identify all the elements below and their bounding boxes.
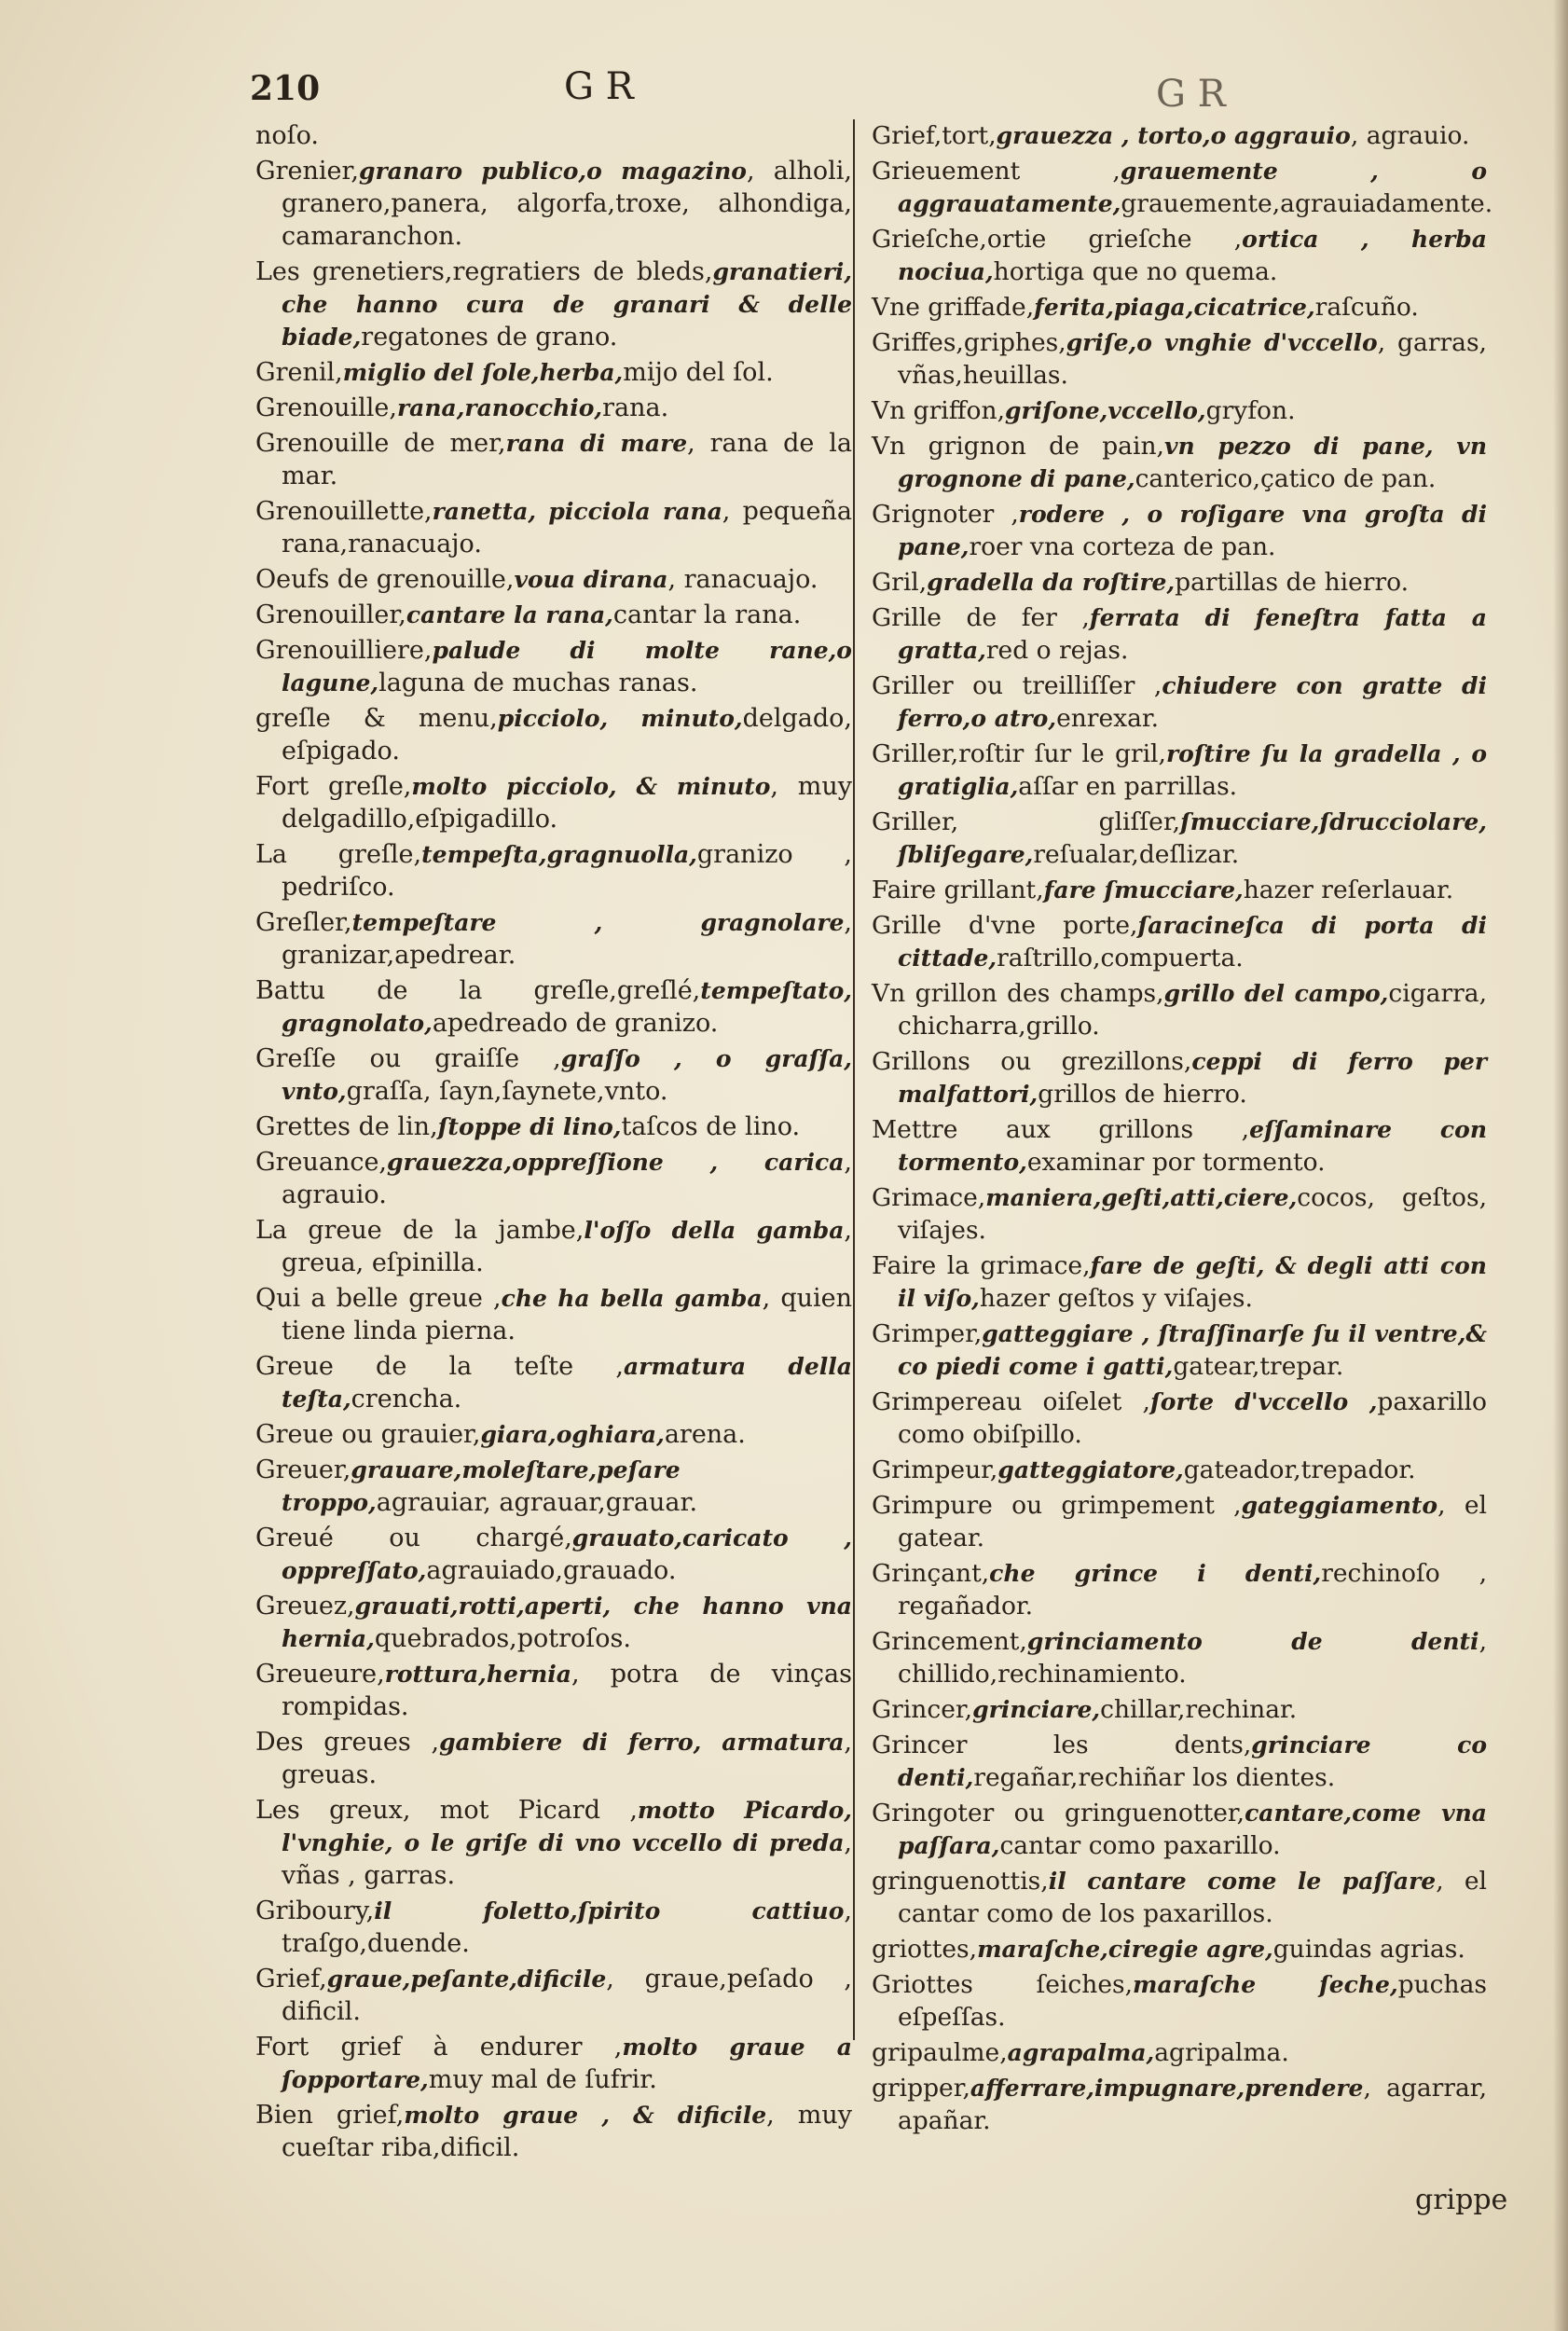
right-entry	[872, 223, 1487, 288]
right-entry	[872, 326, 1487, 392]
french-headword: Vn grillon des champs,	[872, 979, 1164, 1008]
spanish-gloss: , garras, vñas,heuillas.	[898, 328, 1487, 390]
left-entry	[255, 906, 852, 972]
italian-gloss: gatteggiare , ſtraſſinarſe ſu il ventre,& co piedi come i gatti,	[898, 1320, 1487, 1380]
spanish-gloss: crencha.	[351, 1385, 462, 1414]
french-headword: Grieuement ,	[872, 157, 1121, 186]
left-entry	[255, 2031, 852, 2096]
italian-gloss: ceppi di ferro per malfattori,	[898, 1048, 1488, 1108]
italian-gloss: molto graue , & dificile	[404, 2102, 767, 2129]
italian-gloss: ferita,piaga,cicatrice,	[1034, 294, 1315, 321]
french-headword: Faire la grimace,	[872, 1251, 1091, 1280]
french-headword: Griffes,griphes,	[872, 328, 1066, 357]
spanish-gloss: , el cantar como de los paxarillos.	[898, 1867, 1487, 1928]
french-headword: Greueure,	[255, 1660, 385, 1689]
french-headword: Grenil,	[255, 358, 343, 387]
italian-gloss: ranetta, picciola rana	[432, 498, 722, 525]
italian-gloss: grauato,caricato , oppreſſato,	[282, 1524, 852, 1584]
italian-gloss: grauemente , o aggrauatamente,	[898, 158, 1487, 217]
italian-gloss: granatieri, che hanno cura de granari & delle biade,	[282, 258, 852, 351]
right-entry	[872, 1045, 1487, 1110]
spanish-gloss: , muy cueſtar riba,dificil.	[282, 2101, 852, 2162]
french-headword: Grenouille,	[255, 393, 397, 422]
french-headword: Gringoter ou gringuenotter,	[872, 1799, 1245, 1828]
spanish-gloss: chillar,rechinar.	[1100, 1695, 1298, 1724]
french-headword: Grimpure ou grimpement ,	[872, 1491, 1242, 1520]
spanish-gloss: reſualar,deſlizar.	[1033, 840, 1240, 869]
left-entry	[255, 1454, 852, 1519]
column-divider	[853, 119, 855, 2040]
french-headword: Grenouilliere,	[255, 636, 433, 665]
italian-gloss: griſone,vccello,	[1005, 397, 1206, 424]
running-head-left: G R	[564, 65, 634, 108]
french-headword: Les greux, mot Picard ,	[255, 1796, 638, 1825]
italian-gloss: cantare la rana,	[406, 601, 613, 628]
french-headword: Vn grignon de pain,	[872, 432, 1164, 461]
left-column	[255, 119, 852, 2167]
italian-gloss: chiudere con gratte di ferro,o atro,	[898, 672, 1487, 732]
french-headword: Bien grief,	[255, 2101, 405, 2130]
right-entry	[872, 909, 1487, 974]
french-headword: Grincer,	[872, 1695, 973, 1724]
right-entry	[872, 566, 1487, 599]
left-entry	[255, 1146, 852, 1211]
left-entry	[255, 1522, 852, 1587]
spanish-gloss: laguna de muchas ranas.	[378, 669, 698, 697]
right-entry	[872, 2036, 1487, 2069]
spanish-gloss: raſcuño.	[1314, 293, 1419, 322]
page-header	[0, 65, 1568, 121]
spanish-gloss: paxarillo como obiſpillo.	[898, 1387, 1487, 1449]
right-entry	[872, 1386, 1487, 1451]
italian-gloss: ſmucciare,ſdrucciolare, ſbliſegare,	[898, 808, 1487, 868]
spanish-gloss: , pequeña rana,ranacuajo.	[282, 497, 852, 559]
french-headword: Battu de la greſle,greſlé,	[255, 976, 701, 1005]
right-entry	[872, 738, 1487, 803]
right-entry	[872, 155, 1493, 220]
italian-gloss: che grince i denti,	[989, 1560, 1322, 1587]
right-entry	[872, 1693, 1487, 1726]
right-entry	[872, 1797, 1487, 1862]
french-headword: Grillons ou grezillons,	[872, 1047, 1192, 1076]
italian-gloss: ſtoppe di lino,	[437, 1113, 622, 1140]
french-headword: Greſler,	[255, 908, 352, 937]
italian-gloss: rottura,hernia	[384, 1661, 572, 1688]
right-entry	[872, 1317, 1487, 1383]
italian-gloss: granaro publico,o magazino	[358, 158, 747, 185]
french-headword: Griboury,	[255, 1897, 375, 1925]
right-entry	[872, 1557, 1487, 1622]
french-headword: Grimpereau oiſelet ,	[872, 1387, 1150, 1416]
right-entry	[872, 2072, 1487, 2137]
italian-gloss: maraſche,ciregie agre,	[977, 1936, 1273, 1963]
french-headword: Oeufs de grenouille,	[255, 565, 515, 594]
spanish-gloss: partillas de hierro.	[1175, 568, 1410, 597]
left-entry	[255, 1418, 852, 1451]
french-headword: Grenier,	[255, 157, 359, 186]
french-headword: Greſſe ou graiſſe ,	[255, 1044, 561, 1073]
french-headword: Greué ou chargé,	[255, 1524, 572, 1552]
spanish-gloss: hortiga que no quema.	[993, 257, 1278, 286]
spanish-gloss: cigarra, chicharra,grillo.	[898, 979, 1488, 1041]
italian-gloss: graue,peſante,dificile	[326, 1965, 607, 1993]
spanish-gloss: , quien tiene linda pierna.	[282, 1284, 852, 1345]
left-entry	[255, 155, 852, 253]
french-headword: greſle & menu,	[255, 704, 498, 733]
italian-gloss: motto Picardo, l'vnghie, o le griſe di vno vccello di preda	[282, 1797, 852, 1856]
italian-gloss: afferrare,impugnare,prendere	[970, 2075, 1364, 2102]
right-entry	[872, 977, 1487, 1042]
italian-gloss: voua dirana	[514, 566, 668, 593]
spanish-gloss: regañar,rechiñar los dientes.	[973, 1763, 1336, 1792]
spanish-gloss: agripalma.	[1154, 2038, 1289, 2067]
left-entry	[255, 1963, 852, 2028]
right-entry	[872, 498, 1487, 563]
italian-gloss: ferrata di feneſtra fatta a gratta,	[898, 604, 1487, 664]
italian-gloss: grinciare co denti,	[898, 1731, 1488, 1791]
italian-gloss: l'oſſo della gamba	[584, 1217, 845, 1244]
italian-gloss: che ha bella gamba	[501, 1285, 763, 1312]
spanish-gloss: grauemente,agrauiadamente.	[1121, 189, 1493, 218]
spanish-gloss: , greuas.	[282, 1728, 852, 1789]
french-headword: Grimace,	[872, 1183, 986, 1212]
french-headword: Greuance,	[255, 1148, 388, 1177]
spanish-gloss: , granizar,apedrear.	[282, 908, 852, 970]
spanish-gloss: rana.	[602, 393, 669, 422]
italian-gloss: giara,oghiara,	[480, 1421, 665, 1448]
french-headword: Greuer,	[255, 1455, 351, 1484]
page-edge-shadow	[1553, 0, 1568, 2331]
italian-gloss: grinciamento de denti	[1026, 1628, 1479, 1655]
spanish-gloss: raſtrillo,compuerta.	[997, 944, 1244, 972]
left-entry	[255, 495, 852, 560]
right-column	[872, 119, 1493, 2140]
italian-gloss: maraſche ſeche,	[1133, 1971, 1398, 1998]
french-headword: Grimper,	[872, 1319, 983, 1348]
spanish-gloss: , traſgo,duende.	[282, 1897, 852, 1958]
french-headword: Grincement,	[872, 1627, 1027, 1656]
french-headword: Grille d'vne porte,	[872, 911, 1138, 940]
left-entry	[255, 634, 852, 699]
italian-gloss: rana,ranocchio,	[396, 394, 603, 421]
french-headword: Grignoter ,	[872, 500, 1019, 529]
french-headword: Grimpeur,	[872, 1455, 998, 1484]
italian-gloss: molto graue a ſopportare,	[282, 2034, 852, 2093]
italian-gloss: ortica , herba nociua,	[898, 226, 1487, 285]
italian-gloss: grillo del campo,	[1163, 980, 1389, 1007]
right-entry	[872, 291, 1487, 324]
spanish-gloss: , alholi, granero,panera, algorfa,troxe, alhondiga, camaranchon.	[282, 157, 852, 251]
right-entry	[872, 119, 1487, 152]
spanish-gloss: , el gatear.	[898, 1491, 1487, 1552]
french-headword: Greue ou grauier,	[255, 1420, 481, 1449]
french-headword: Grettes de lin,	[255, 1112, 438, 1141]
french-headword: Fort grief à endurer ,	[255, 2033, 623, 2062]
left-entry	[255, 563, 852, 596]
italian-gloss: il foletto,ſpirito cattiuo	[374, 1897, 845, 1924]
left-entry	[255, 392, 852, 424]
running-head-right: G R	[1156, 73, 1226, 116]
spanish-gloss: , potra de vinças rompidas.	[282, 1660, 852, 1721]
right-entry	[872, 430, 1487, 495]
french-headword: griottes,	[872, 1935, 978, 1964]
spanish-gloss: , agarrar, apañar.	[898, 2074, 1487, 2135]
left-entry	[255, 1282, 852, 1347]
french-headword: Grief,tort,	[872, 121, 997, 150]
right-entry	[872, 1865, 1487, 1930]
left-entry	[255, 1658, 852, 1723]
italian-gloss: graſſo , o graſſa, vnto,	[282, 1045, 852, 1105]
french-headword: noſo.	[255, 121, 320, 150]
italian-gloss: molto picciolo, & minuto	[411, 773, 771, 800]
french-headword: Griller,roſtir ſur le gril,	[872, 739, 1166, 768]
italian-gloss: picciolo, minuto,	[497, 705, 743, 732]
italian-gloss: grauezza , torto,o aggrauio	[996, 122, 1351, 149]
french-headword: Grieſche,ortie grieſche ,	[872, 225, 1243, 254]
left-entry	[255, 1042, 852, 1108]
italian-gloss: rodere , o roſigare vna groſta di pane,	[898, 501, 1487, 560]
french-headword: Griller ou treilliſſer ,	[872, 671, 1162, 700]
italian-gloss: eſſaminare con tormento,	[898, 1116, 1487, 1176]
italian-gloss: maniera,geſti,atti,ciere,	[985, 1184, 1298, 1211]
french-headword: Grief,	[255, 1965, 327, 1993]
right-entry	[872, 806, 1487, 871]
right-entry	[872, 1489, 1487, 1554]
french-headword: Grenouille de mer,	[255, 429, 506, 458]
italian-gloss: palude di molte rane,o lagune,	[282, 637, 852, 697]
italian-gloss: gradella da roſtire,	[927, 569, 1176, 596]
spanish-gloss: delgado, eſpigado.	[282, 704, 852, 766]
spanish-gloss: , greua, eſpinilla.	[282, 1216, 852, 1277]
left-entry	[255, 702, 852, 767]
right-entry	[872, 601, 1487, 667]
left-entry	[255, 1794, 852, 1892]
left-entry	[255, 2099, 852, 2164]
spanish-gloss: regatones de grano.	[361, 323, 618, 352]
spanish-gloss: grillos de hierro.	[1038, 1080, 1247, 1109]
spanish-gloss: red o rejas.	[985, 636, 1129, 665]
french-headword: gripaulme,	[872, 2038, 1008, 2067]
italian-gloss: rana di mare	[505, 430, 688, 457]
spanish-gloss: quebrados,potroſos.	[374, 1624, 631, 1653]
french-headword: Faire grillant,	[872, 876, 1044, 904]
french-headword: Grinçant,	[872, 1559, 990, 1588]
spanish-gloss: taſcos de lino.	[621, 1112, 801, 1141]
french-headword: La greue de la jambe,	[255, 1216, 585, 1245]
french-headword: Grincer les dents,	[872, 1731, 1252, 1759]
right-entry	[872, 1249, 1487, 1315]
italian-gloss: grauare,moleſtare,peſare troppo,	[282, 1456, 681, 1516]
left-entry	[255, 770, 852, 835]
spanish-gloss: apedreado de granizo.	[432, 1009, 719, 1038]
right-entry	[872, 1454, 1487, 1486]
left-entry	[255, 974, 852, 1040]
spanish-gloss: agrauiar, agrauar,grauar.	[376, 1488, 698, 1517]
spanish-gloss: arena.	[664, 1420, 746, 1449]
spanish-gloss: , ranacuajo.	[667, 565, 818, 594]
french-headword: Les grenetiers,regratiers de bleds,	[255, 257, 713, 286]
french-headword: Fort greſle,	[255, 772, 412, 801]
italian-gloss: ſorte d'vccello ,	[1149, 1388, 1378, 1415]
french-headword: Vn griffon,	[872, 396, 1006, 425]
spanish-gloss: guindas agrias.	[1272, 1935, 1465, 1964]
french-headword: Des greues ,	[255, 1728, 440, 1757]
left-entry	[255, 1726, 852, 1791]
spanish-gloss: roer vna corteza de pan.	[969, 532, 1276, 561]
spanish-gloss: , agrauio.	[1350, 121, 1470, 150]
spanish-gloss: gateador,trepador.	[1183, 1455, 1416, 1484]
spanish-gloss: canterico,çatico de pan.	[1135, 464, 1437, 493]
left-entry	[255, 838, 852, 903]
spanish-gloss: , agrauio.	[282, 1148, 852, 1209]
italian-gloss: agrapalma,	[1007, 2039, 1155, 2066]
spanish-gloss: hazer reſerlauar.	[1243, 876, 1454, 904]
left-entry	[255, 1895, 852, 1960]
catchword: grippe	[1415, 2184, 1508, 2216]
french-headword: Gril,	[872, 568, 928, 597]
french-headword: Vne griffade,	[872, 293, 1035, 322]
italian-gloss: tempeſtato, gragnolato,	[282, 977, 852, 1037]
french-headword: Griller, gliſſer,	[872, 807, 1181, 836]
italian-gloss: tempeſta,gragnuolla,	[421, 841, 697, 868]
french-headword: Grenouiller,	[255, 600, 406, 629]
french-headword: Mettre aux grillons ,	[872, 1115, 1250, 1144]
italian-gloss: fare ſmucciare,	[1043, 876, 1244, 903]
italian-gloss: armatura della teſta,	[282, 1353, 852, 1413]
right-entry	[872, 874, 1487, 906]
spanish-gloss: , graue,peſado , dificil.	[282, 1965, 852, 2026]
left-entry	[255, 427, 852, 492]
italian-gloss: grauezza,oppreſſione , carica	[387, 1149, 845, 1176]
spanish-gloss: aſſar en parrillas.	[1018, 772, 1238, 801]
italian-gloss: ſaracineſca di porta di cittade,	[898, 912, 1487, 972]
spanish-gloss: cantar como paxarillo.	[999, 1831, 1281, 1860]
spanish-gloss: gatear,trepar.	[1173, 1352, 1344, 1381]
spanish-gloss: mijo del ſol.	[623, 358, 774, 387]
left-entry	[255, 1350, 852, 1415]
italian-gloss: gambiere di ferro, armatura	[439, 1729, 845, 1756]
right-entry	[872, 1625, 1487, 1690]
spanish-gloss: granizo , pedriſco.	[282, 840, 852, 902]
spanish-gloss: agrauiado,grauado.	[426, 1556, 677, 1585]
left-entry	[255, 1110, 852, 1143]
spanish-gloss: , rana de la mar.	[282, 429, 852, 490]
right-entry	[872, 669, 1487, 735]
left-entry	[255, 599, 852, 631]
french-headword: Grenouillette,	[255, 497, 433, 526]
italian-gloss: gatteggiatore,	[997, 1456, 1184, 1483]
spanish-gloss: hazer geſtos y viſajes.	[979, 1284, 1253, 1313]
french-headword: Griottes ſeiches,	[872, 1970, 1134, 1999]
left-entry	[255, 255, 852, 353]
spanish-gloss: enrexar.	[1056, 704, 1160, 733]
french-headword: Greuez,	[255, 1592, 355, 1621]
spanish-gloss: , muy delgadillo,eſpigadillo.	[282, 772, 852, 834]
spanish-gloss: , chillido,rechinamiento.	[898, 1627, 1487, 1689]
right-entry	[872, 394, 1487, 427]
french-headword: Qui a belle greue ,	[255, 1284, 502, 1313]
italian-gloss: grauati,rotti,aperti, che hanno vna hernia,	[282, 1593, 852, 1652]
italian-gloss: cantare,come vna paſſara,	[898, 1800, 1487, 1859]
italian-gloss: vn pezzo di pane, vn grognone di pane,	[898, 433, 1487, 492]
left-entry	[255, 1214, 852, 1279]
italian-gloss: grinciare,	[972, 1696, 1101, 1723]
right-entry	[872, 1113, 1487, 1179]
italian-gloss: fare de geſti, & degli atti con il viſo,	[898, 1252, 1487, 1312]
french-headword: Grille de fer ,	[872, 603, 1090, 632]
french-headword: gringuenottis,	[872, 1867, 1049, 1896]
right-entry	[872, 1181, 1487, 1247]
right-entry	[872, 1933, 1487, 1965]
spanish-gloss: puchas eſpeſſas.	[898, 1970, 1487, 2032]
french-headword: gripper,	[872, 2074, 970, 2103]
french-headword: Greue de la teſte ,	[255, 1352, 624, 1381]
italian-gloss: miglio del ſole,herba,	[342, 359, 624, 386]
italian-gloss: tempeſtare , gragnolare	[351, 909, 845, 936]
italian-gloss: il cantare come le paſſare	[1048, 1868, 1437, 1895]
left-entry	[255, 1590, 852, 1655]
spanish-gloss: examinar por tormento.	[1026, 1148, 1326, 1177]
right-entry	[872, 1968, 1487, 2034]
french-headword: La greſle,	[255, 840, 422, 869]
spanish-gloss: cantar la rana.	[612, 600, 802, 629]
spanish-gloss: gryfon.	[1205, 396, 1296, 425]
italian-gloss: roſtire ſu la gradella , o gratiglia,	[898, 740, 1487, 800]
spanish-gloss: graſſa, ſayn,ſaynete,vnto.	[346, 1077, 668, 1106]
page-number: 210	[250, 69, 321, 108]
left-entry	[255, 356, 852, 389]
spanish-gloss: cocos, geſtos, viſajes.	[898, 1183, 1487, 1245]
left-entry	[255, 119, 852, 152]
spanish-gloss: , vñas , garras.	[282, 1828, 852, 1890]
italian-gloss: griſe,o vnghie d'vccello	[1066, 329, 1378, 356]
right-entry	[872, 1729, 1487, 1794]
italian-gloss: gateggiamento	[1241, 1492, 1438, 1519]
spanish-gloss: rechinoſo , regañador.	[898, 1559, 1487, 1621]
spanish-gloss: muy mal de ſufrir.	[428, 2065, 657, 2094]
